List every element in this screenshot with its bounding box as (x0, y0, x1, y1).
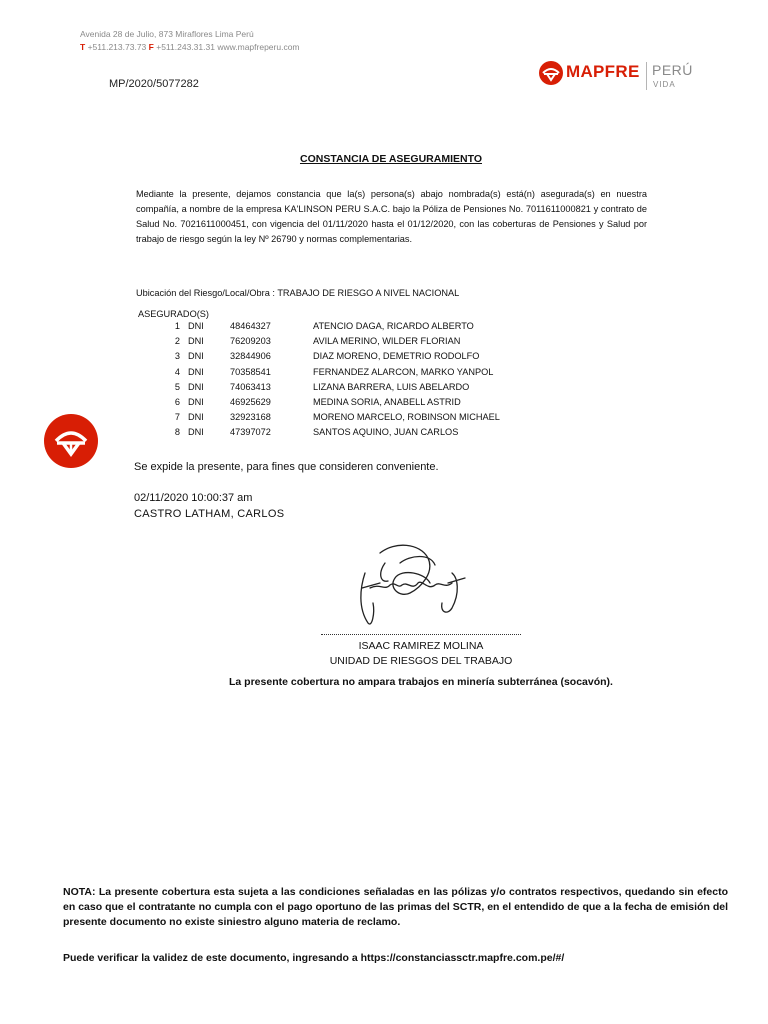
insured-doc-type: DNI (188, 397, 204, 407)
insured-name: DIAZ MORENO, DEMETRIO RODOLFO (313, 351, 480, 362)
insured-num: 7 (174, 412, 180, 423)
coverage-disclaimer: La presente cobertura no ampara trabajos en minería subterránea (socavón). (229, 676, 613, 688)
issued-datetime: 02/11/2020 10:00:37 am (134, 492, 253, 504)
document-title: CONSTANCIA DE ASEGURAMIENTO (299, 153, 482, 165)
insured-num: 1 (174, 321, 180, 331)
insured-doc-number: 70358541 (230, 366, 271, 377)
insured-num: 3 (174, 351, 180, 362)
insured-name: MEDINA SORIA, ANABELL ASTRID (313, 397, 461, 407)
phone-number: +511.213.73.73 (87, 42, 147, 52)
insured-doc-type: DNI (188, 427, 204, 438)
insured-doc-number: 48464327 (230, 321, 271, 331)
insured-name: FERNANDEZ ALARCON, MARKO YANPOL (313, 366, 494, 377)
handwritten-signature (340, 533, 480, 633)
contact-line (80, 41, 300, 54)
logo-division: VIDA (653, 80, 676, 89)
document-reference: MP/2020/5077282 (109, 78, 199, 90)
insured-doc-type: DNI (188, 366, 204, 377)
insured-name: MORENO MARCELO, ROBINSON MICHAEL (313, 412, 500, 423)
verification-text: Puede verificar la validez de este documento, ingresando a https://constanciassctr.mapfre.com.pe/#/ (63, 952, 565, 964)
insured-name: LIZANA BARRERA, LUIS ABELARDO (313, 381, 470, 392)
address-line: Avenida 28 de Julio, 873 Miraflores Lima Perú (80, 29, 254, 39)
insured-doc-number: 32923168 (230, 412, 271, 423)
company-address-block (80, 28, 300, 54)
note-paragraph: NOTA: La presente cobertura esta sujeta a las condiciones señaladas en las pólizas y/o contratos respectivos, quedando sin efecto en caso que el contratante no cumpla con el pago oportuno de las primas del SCTR, en el entendido de que a la fecha de emisión del presente documento no existe siniestro alguno materia de reclamo. (63, 886, 728, 929)
insured-doc-type: DNI (188, 412, 204, 423)
insured-doc-type: DNI (188, 321, 204, 331)
signature-line (321, 634, 521, 635)
insured-doc-type: DNI (188, 381, 204, 392)
issued-by: CASTRO LATHAM, CARLOS (134, 508, 285, 520)
insured-num: 2 (174, 336, 180, 347)
insured-doc-type: DNI (188, 336, 204, 347)
logo-country: PERÚ (652, 62, 693, 78)
insured-num: 4 (174, 366, 180, 377)
insured-num: 8 (174, 427, 180, 438)
insured-num: 6 (174, 397, 180, 407)
location-value: TRABAJO DE RIESGO A NIVEL NACIONAL (277, 288, 460, 298)
logo-divider (646, 62, 647, 90)
logo-brand: MAPFRE (566, 62, 640, 81)
insured-header: ASEGURADO(S) (138, 309, 209, 319)
insured-doc-number: 76209203 (230, 336, 271, 347)
insured-name: AVILA MERINO, WILDER FLORIAN (313, 336, 461, 347)
mapfre-logo-icon (538, 60, 564, 86)
intro-paragraph: Mediante la presente, dejamos constancia que la(s) persona(s) abajo nombrada(s) está(n) asegurada(s) en nuestra compañía, a nombre de la empresa KA'LINSON PERU S.A.C. bajo la Póliza de Pensiones No. 7011611000821 y contrato de Salud No. 7021611000451, con vigencia del 01/11/2020 hasta el 01/12/2020, con las coberturas de Pensiones y Salud por trabajo de riesgo según la ley Nº 26790 y normas complementarias. (136, 189, 647, 244)
fax-number: +511.243.31.31 (156, 42, 215, 52)
issued-text: Se expide la presente, para fines que consideren conveniente. (134, 461, 439, 473)
insured-num: 5 (174, 381, 180, 392)
insured-doc-number: 46925629 (230, 397, 271, 407)
insured-name: SANTOS AQUINO, JUAN CARLOS (313, 427, 459, 438)
insured-doc-number: 74063413 (230, 381, 271, 392)
insured-doc-number: 32844906 (230, 351, 271, 362)
website-text: www.mapfreperu.com (217, 42, 300, 52)
phone-label: T (80, 42, 86, 52)
insured-name: ATENCIO DAGA, RICARDO ALBERTO (313, 321, 474, 331)
location-label: Ubicación del Riesgo/Local/Obra : (136, 288, 275, 298)
location-line (136, 288, 459, 298)
signer-name: ISAAC RAMIREZ MOLINA (358, 640, 484, 652)
insured-doc-number: 47397072 (230, 427, 271, 438)
insured-doc-type: DNI (188, 351, 204, 362)
fax-label: F (148, 42, 154, 52)
mapfre-emblem-icon (44, 414, 98, 468)
signer-unit: UNIDAD DE RIESGOS DEL TRABAJO (329, 655, 513, 667)
